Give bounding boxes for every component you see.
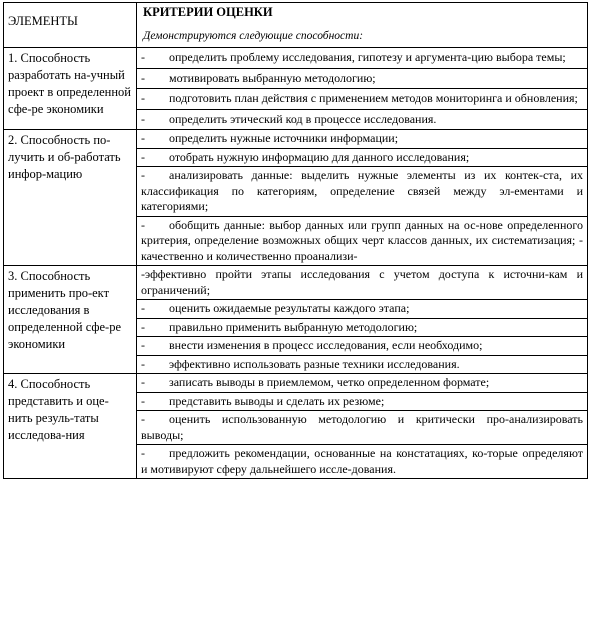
dash-marker: - [141, 356, 145, 371]
header-criteria [137, 3, 588, 48]
dash-marker: - [141, 50, 145, 64]
dash-marker: - [141, 217, 145, 232]
criteria-text: представить выводы и сделать их резюме; [169, 393, 385, 408]
criteria-text: отобрать нужную информацию для данного исследования; [169, 149, 470, 164]
criteria-cell [137, 374, 588, 479]
criteria-text: записать выводы в приемлемом, четко определенном формате; [169, 375, 490, 389]
header-criteria-title: КРИТЕРИИ ОЦЕНКИ [143, 5, 273, 19]
header-elements: ЭЛЕМЕНТЫ [4, 3, 137, 48]
criteria-item [137, 130, 587, 149]
criteria-item [137, 217, 587, 266]
criteria-cell [137, 266, 588, 374]
dash-marker: - [141, 319, 145, 334]
criteria-item [137, 319, 587, 338]
dash-marker: - [141, 301, 145, 315]
table-row [4, 266, 588, 374]
criteria-text: -эффективно пройти этапы исследования с учетом доступа к источни-кам и ограничений; [141, 267, 583, 297]
criteria-item [137, 167, 587, 217]
criteria-item [137, 445, 587, 478]
criteria-text: определить проблему исследования, гипотезу и аргумента-цию выбора темы; [169, 50, 566, 64]
criteria-text: предложить рекомендации, основанные на констатациях, ко-торые определяют и мотивируют сферу дальнейшего иссле-дования. [141, 446, 583, 476]
criteria-text: мотивировать выбранную методологию; [169, 70, 376, 85]
dash-marker: - [141, 70, 145, 85]
element-cell: 3. Способность применить про-ект исследования в определенной сфе-ре экономики [4, 266, 137, 374]
criteria-item [137, 393, 587, 412]
criteria-cell [137, 48, 588, 130]
dash-marker: - [141, 168, 145, 182]
criteria-item [137, 89, 587, 110]
criteria-text: эффективно использовать разные техники исследования. [169, 356, 460, 371]
criteria-text: определить этический код в процессе исследования. [169, 111, 437, 126]
criteria-text: внести изменения в процесс исследования, если необходимо; [169, 338, 483, 352]
dash-marker: - [141, 375, 145, 389]
criteria-cell [137, 130, 588, 266]
criteria-item [137, 48, 587, 69]
element-cell: 2. Способность по-лучить и об-работать инфор-мацию [4, 130, 137, 266]
dash-marker: - [141, 446, 145, 460]
criteria-text: оценить использованную методологию и критически про-анализировать выводы; [141, 412, 583, 442]
criteria-item [137, 337, 587, 356]
dash-marker: - [141, 111, 145, 126]
table-row [4, 48, 588, 130]
criteria-item [137, 149, 587, 168]
table-row [4, 374, 588, 479]
dash-marker: - [141, 131, 145, 145]
criteria-item [137, 374, 587, 393]
element-cell: 1. Способность разработать на-учный проект в определенной сфе-ре экономики [4, 48, 137, 130]
dash-marker: - [141, 149, 145, 164]
criteria-item [137, 411, 587, 445]
criteria-item [137, 356, 587, 374]
criteria-text: анализировать данные: выделить нужные элементы из их контек-ста, их классификация по категориям, определение связей между эл-ементами и категориями; [141, 168, 583, 213]
criteria-text: обобщить данные: выбор данных или групп данных на ос-нове определенного критерия, определение возможных общих черт классов данных, их систематизация; - качественно и количественно проанализи- [141, 217, 583, 263]
criteria-text: оценить ожидаемые результаты каждого этапа; [169, 301, 410, 315]
header-criteria-subtitle: Демонстрируются следующие способности: [143, 30, 364, 42]
table-header-row [4, 3, 588, 48]
dash-marker: - [141, 91, 145, 105]
criteria-item [137, 69, 587, 90]
evaluation-criteria-table [3, 2, 588, 479]
table-row [4, 130, 588, 266]
dash-marker: - [141, 412, 145, 426]
dash-marker: - [141, 393, 145, 408]
criteria-text: правильно применить выбранную методологию; [169, 319, 418, 334]
element-cell: 4. Способность представить и оце-нить резуль-таты исследова-ния [4, 374, 137, 479]
criteria-item [137, 110, 587, 130]
criteria-item [137, 300, 587, 319]
criteria-text: подготовить план действия с применением методов мониторинга и обновления; [169, 91, 578, 105]
criteria-item [137, 266, 587, 300]
criteria-text: определить нужные источники информации; [169, 131, 399, 145]
dash-marker: - [141, 338, 145, 352]
